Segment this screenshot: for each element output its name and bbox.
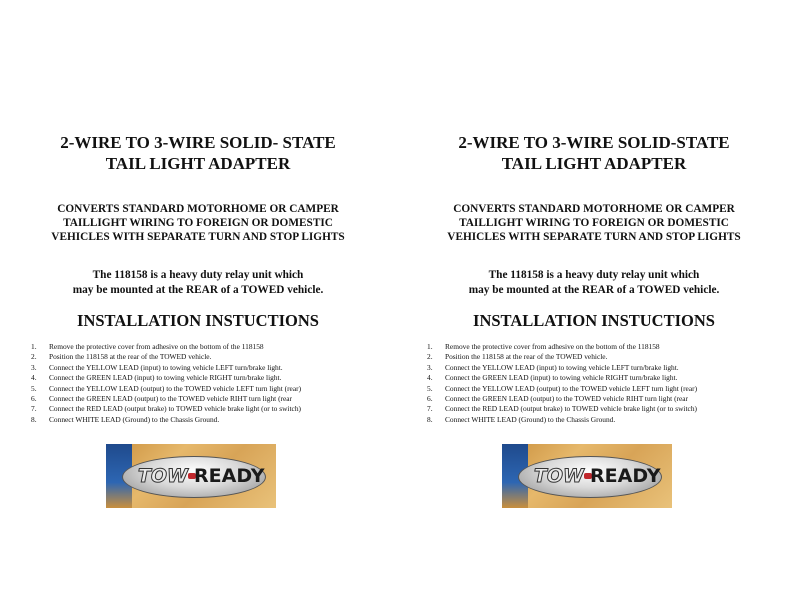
step-number: 8.: [31, 414, 37, 424]
subtitle-line-2: TAILLIGHT WIRING TO FOREIGN OR DOMESTIC: [63, 217, 333, 229]
step-number: 7.: [31, 404, 37, 414]
instruction-step: [427, 342, 697, 352]
subtitle-line-1: CONVERTS STANDARD MOTORHOME OR CAMPER: [453, 203, 735, 215]
logo-word-tow: TOW: [533, 465, 584, 487]
instruction-step: [31, 384, 301, 394]
instruction-step: [31, 342, 301, 352]
instruction-step: [31, 415, 301, 425]
step-text: Remove the protective cover from adhesive on the bottom of the 118158: [445, 342, 660, 351]
step-text: Remove the protective cover from adhesive on the bottom of the 118158: [49, 342, 264, 351]
step-text: Connect the GREEN LEAD (input) to towing vehicle RIGHT turn/brake light.: [445, 373, 678, 383]
step-number: 5.: [31, 383, 37, 393]
step-text: Connect the YELLOW LEAD (output) to the TOWED vehicle LEFT turn light (rear): [445, 383, 698, 393]
step-number: 7.: [427, 404, 433, 414]
instruction-step: [427, 384, 697, 394]
step-number: 5.: [427, 383, 433, 393]
instruction-step: [31, 404, 301, 414]
step-text: Connect the GREEN LEAD (input) to towing vehicle RIGHT turn/brake light.: [49, 373, 282, 383]
step-text: Connect WHITE LEAD (Ground) to the Chassis Ground.: [49, 414, 220, 424]
document-subtitle: [0, 202, 396, 244]
instructions-heading: INSTALLATION INSTUCTIONS: [77, 311, 319, 330]
step-text: Connect the RED LEAD (output brake) to TOWED vehicle brake light (or to switch): [49, 404, 301, 414]
intro-text: [0, 268, 396, 297]
step-number: 3.: [31, 362, 37, 372]
instructions-heading: INSTALLATION INSTUCTIONS: [473, 311, 715, 330]
subtitle-line-3: VEHICLES WITH SEPARATE TURN AND STOP LIGHTS: [447, 231, 741, 243]
intro-line-1: The 118158 is a heavy duty relay unit which: [92, 269, 304, 281]
logo-word-ready: READY: [590, 465, 661, 487]
subtitle-line-1: CONVERTS STANDARD MOTORHOME OR CAMPER: [57, 203, 339, 215]
instruction-step: [427, 394, 697, 404]
instructions-list: [427, 342, 697, 425]
instruction-step: [427, 363, 697, 373]
step-number: 2.: [31, 352, 37, 362]
intro-text: [396, 268, 792, 297]
step-text: Position the 118158 at the rear of the TOWED vehicle.: [445, 352, 608, 362]
title-line-2: TAIL LIGHT ADAPTER: [501, 154, 687, 173]
step-text: Connect the RED LEAD (output brake) to TOWED vehicle brake light (or to switch): [445, 404, 697, 414]
step-number: 3.: [427, 362, 433, 372]
instruction-step: [31, 363, 301, 373]
step-number: 8.: [427, 414, 433, 424]
instruction-step: [427, 404, 697, 414]
logo-word-tow: TOW: [137, 465, 188, 487]
document-title: [396, 132, 792, 174]
instruction-step: [427, 373, 697, 383]
step-number: 2.: [427, 352, 433, 362]
subtitle-line-3: VEHICLES WITH SEPARATE TURN AND STOP LIGHTS: [51, 231, 345, 243]
title-line-1: 2-WIRE TO 3-WIRE SOLID-STATE: [458, 133, 730, 152]
intro-line-2: may be mounted at the REAR of a TOWED vehicle.: [468, 283, 720, 296]
document-title: [0, 132, 396, 174]
logo-word-ready: READY: [194, 465, 265, 487]
step-text: Connect the GREEN LEAD (output) to the TOWED vehicle RIHT turn light (rear: [49, 394, 293, 404]
step-text: Connect the YELLOW LEAD (output) to the TOWED vehicle LEFT turn light (rear): [49, 383, 302, 393]
document-subtitle: [396, 202, 792, 244]
instruction-step: [31, 394, 301, 404]
step-number: 6.: [427, 394, 433, 404]
title-line-2: TAIL LIGHT ADAPTER: [105, 154, 291, 173]
subtitle-line-2: TAILLIGHT WIRING TO FOREIGN OR DOMESTIC: [459, 217, 729, 229]
tow-ready-logo: [502, 444, 672, 508]
step-number: 1.: [31, 342, 37, 351]
instruction-step: [31, 373, 301, 383]
instruction-step: [427, 415, 697, 425]
step-number: 4.: [31, 373, 37, 383]
title-line-1: 2-WIRE TO 3-WIRE SOLID- STATE: [60, 133, 336, 152]
instruction-step: [31, 352, 301, 362]
step-number: 6.: [31, 394, 37, 404]
step-number: 1.: [427, 342, 433, 351]
right-panel: [396, 0, 792, 612]
step-number: 4.: [427, 373, 433, 383]
intro-line-1: The 118158 is a heavy duty relay unit which: [488, 269, 700, 281]
instruction-step: [427, 352, 697, 362]
step-text: Connect the YELLOW LEAD (input) to towing vehicle LEFT turn/brake light.: [49, 362, 283, 372]
step-text: Connect the YELLOW LEAD (input) to towing vehicle LEFT turn/brake light.: [445, 362, 679, 372]
step-text: Position the 118158 at the rear of the TOWED vehicle.: [49, 352, 212, 362]
step-text: Connect WHITE LEAD (Ground) to the Chassis Ground.: [445, 414, 616, 424]
instructions-list: [31, 342, 301, 425]
tow-ready-logo: [106, 444, 276, 508]
intro-line-2: may be mounted at the REAR of a TOWED vehicle.: [72, 283, 324, 296]
step-text: Connect the GREEN LEAD (output) to the TOWED vehicle RIHT turn light (rear: [445, 394, 689, 404]
